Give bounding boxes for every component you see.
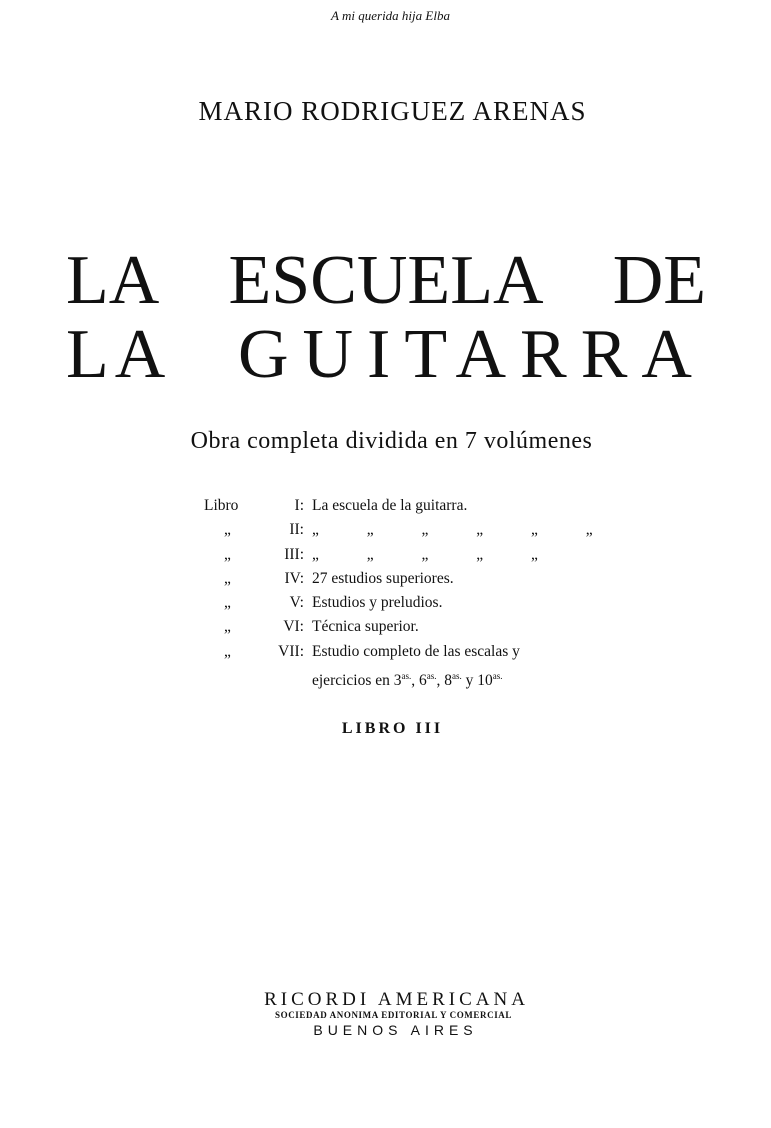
volume-number: VI: xyxy=(283,618,304,636)
volume-description-continued: ejercicios en $3^{as.}$, $6^{as.}$, $8^{as.}$ y $10^{as.}$ xyxy=(312,671,503,690)
volume-row xyxy=(204,567,615,591)
ordinal-number: 3 xyxy=(393,672,402,690)
volume-prefix: „ xyxy=(224,618,231,636)
continuation-text: ejercicios en xyxy=(312,672,394,690)
title-word: GUITARRA xyxy=(237,316,706,393)
book-label: LIBRO III xyxy=(341,720,444,737)
volume-prefix: „ xyxy=(224,545,231,563)
volume-prefix: „ xyxy=(224,521,231,539)
volume-description: 27 estudios superiores. xyxy=(312,569,454,587)
volume-number: V: xyxy=(289,594,304,612)
title-word: LA xyxy=(66,242,160,319)
ordinal xyxy=(477,672,502,689)
volume-number: VII: xyxy=(278,642,304,660)
ordinal-number: 10 xyxy=(477,672,493,690)
volume-prefix: Libro xyxy=(204,497,239,514)
ordinal-suffix: as. xyxy=(452,671,462,682)
book-title-line-2 xyxy=(66,316,706,393)
ordinal-suffix: as. xyxy=(426,671,437,682)
author-name: MARIO RODRIGUEZ ARENAS xyxy=(198,96,587,126)
volume-number: IV: xyxy=(284,569,304,587)
publisher-city: BUENOS AIRES xyxy=(313,1022,478,1038)
ordinal xyxy=(394,672,412,689)
dedication: A mi querida hija Elba xyxy=(331,8,450,23)
volume-description: Estudio completo de las escalas y xyxy=(312,642,520,660)
volume-prefix: „ xyxy=(224,594,231,612)
volume-description: „ „ „ „ „ „ xyxy=(312,521,615,539)
title-word: LA xyxy=(66,316,172,393)
volume-description: La escuela de la guitarra. xyxy=(312,497,468,514)
volume-row xyxy=(204,640,615,664)
volume-list xyxy=(204,494,615,694)
volume-row xyxy=(204,543,615,567)
publisher-name: RICORDI AMERICANA xyxy=(264,989,529,1010)
volume-number: III: xyxy=(284,545,304,563)
ordinal-number: 8 xyxy=(444,672,453,690)
ordinal-suffix: as. xyxy=(492,671,503,682)
publisher-subtitle: SOCIEDAD ANONIMA EDITORIAL Y COMERCIAL xyxy=(275,1010,512,1020)
volume-number: I: xyxy=(294,497,304,514)
volume-description: Técnica superior. xyxy=(312,618,419,636)
volume-description: Estudios y preludios. xyxy=(312,594,443,612)
volume-prefix: „ xyxy=(224,569,231,587)
volume-row xyxy=(204,615,615,639)
ordinal-suffix: as. xyxy=(401,671,412,682)
subtitle: Obra completa dividida en 7 volúmenes xyxy=(190,428,593,454)
ordinal xyxy=(444,672,462,689)
book-title-line-1 xyxy=(66,242,706,319)
volume-prefix: „ xyxy=(224,642,231,660)
volume-row xyxy=(204,494,615,518)
volume-row xyxy=(204,518,615,542)
volume-number: II: xyxy=(289,521,304,539)
volume-row-continuation xyxy=(204,664,615,693)
title-word: DE xyxy=(612,242,706,319)
volume-row xyxy=(204,591,615,615)
ordinal xyxy=(419,672,437,689)
title-word: ESCUELA xyxy=(228,242,544,319)
volume-description: „ „ „ „ „ xyxy=(312,545,560,563)
ordinal-number: 6 xyxy=(419,672,427,690)
